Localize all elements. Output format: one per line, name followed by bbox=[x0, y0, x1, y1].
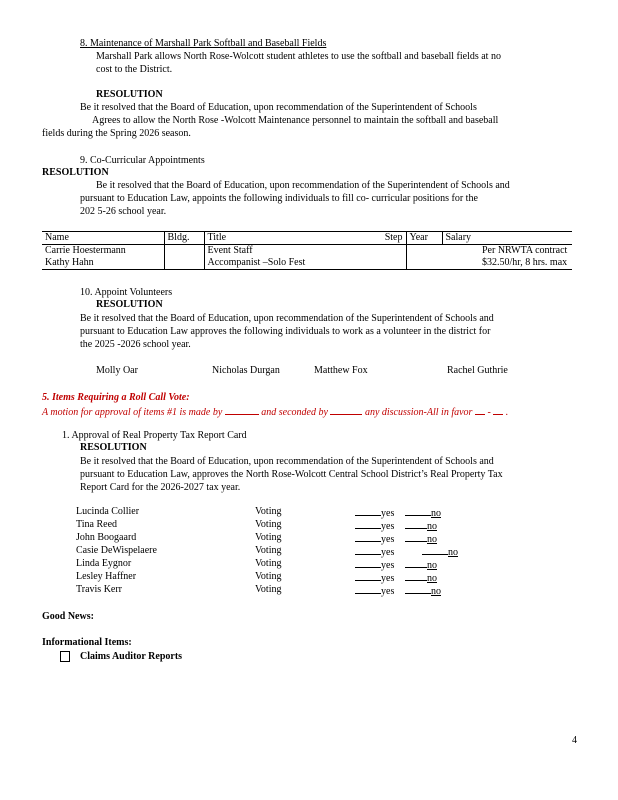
item-8-resolution-1: Be it resolved that the Board of Education, upon recommendation of the Superintendent of Schools bbox=[80, 102, 477, 113]
no-label: no bbox=[427, 534, 437, 545]
member-name: Casie DeWispelaere bbox=[76, 545, 157, 556]
table-header-row bbox=[42, 232, 572, 245]
cell-bldg bbox=[164, 245, 204, 258]
item-9-resolution-1: Be it resolved that the Board of Education, upon recommendation of the Superintendent of Schools and bbox=[96, 180, 510, 191]
item-9-resolution-label: RESOLUTION bbox=[42, 167, 109, 178]
page-number: 4 bbox=[572, 735, 577, 746]
no-label: no bbox=[431, 586, 441, 597]
item-10-resolution-3: the 2025 -2026 school year. bbox=[80, 339, 191, 350]
item-10-heading: 10. Appoint Volunteers bbox=[80, 287, 173, 298]
motion-text-b: and seconded by bbox=[258, 407, 331, 418]
member-name: John Boogaard bbox=[76, 532, 137, 543]
volunteer-name: Molly Oar bbox=[96, 365, 138, 376]
item-8-resolution-label: RESOLUTION bbox=[96, 89, 163, 100]
yes-label: yes bbox=[381, 547, 395, 558]
yes-label: yes bbox=[381, 534, 395, 545]
item-8-text-1: Marshall Park allows North Rose-Wolcott student athletes to use the softball and baseball fields at no bbox=[96, 51, 501, 62]
item-10-resolution-label: RESOLUTION bbox=[96, 299, 163, 310]
cell-bldg bbox=[164, 257, 204, 270]
voting-label: Voting bbox=[255, 558, 282, 569]
motion-text-e: . bbox=[503, 407, 509, 418]
table-row bbox=[42, 245, 572, 258]
mover-blank[interactable] bbox=[225, 404, 259, 415]
motion-line bbox=[42, 404, 508, 419]
item-8-resolution-3: fields during the Spring 2026 season. bbox=[42, 128, 191, 139]
no-label: no bbox=[427, 560, 437, 571]
no-label: no bbox=[431, 508, 441, 519]
vote-no[interactable] bbox=[405, 583, 441, 598]
member-name: Travis Kerr bbox=[76, 584, 123, 595]
good-news-heading: Good News: bbox=[42, 611, 94, 622]
item-9-heading: 9. Co-Curricular Appointments bbox=[80, 155, 205, 166]
yes-label: yes bbox=[381, 560, 395, 571]
no-label: no bbox=[427, 573, 437, 584]
cell-year bbox=[406, 257, 442, 270]
item-8-resolution-2: Agrees to allow the North Rose -Wolcott Maintenance personnel to maintain the softball and baseball bbox=[92, 115, 499, 126]
yes-label: yes bbox=[381, 508, 395, 519]
informational-items-heading: Informational Items: bbox=[42, 637, 132, 648]
col-header-name: Name bbox=[42, 232, 164, 245]
col-header-title: Title bbox=[204, 232, 376, 245]
opposed-blank[interactable] bbox=[493, 404, 503, 415]
item-10-resolution-2: pursuant to Education Law approves the following individuals to work as a volunteer in the district for bbox=[80, 326, 491, 337]
member-name: Lucinda Collier bbox=[76, 506, 140, 517]
vote-yes[interactable] bbox=[355, 583, 394, 598]
cell-title: Event Staff bbox=[204, 245, 376, 258]
checkbox-bullet-icon bbox=[60, 651, 70, 662]
yes-label: yes bbox=[381, 586, 395, 597]
item-1-resolution-1: Be it resolved that the Board of Education, upon recommendation of the Superintendent of Schools and bbox=[80, 456, 494, 467]
cell-name: Kathy Hahn bbox=[42, 257, 164, 270]
cell-title: Accompanist –Solo Fest bbox=[204, 257, 376, 270]
item-9-resolution-3: 202 5-26 school year. bbox=[80, 206, 167, 217]
voting-label: Voting bbox=[255, 519, 282, 530]
voting-label: Voting bbox=[255, 571, 282, 582]
motion-text-c: any discussion-All in favor bbox=[362, 407, 475, 418]
yes-label: yes bbox=[381, 521, 395, 532]
item-1-resolution-3: Report Card for the 2026-2027 tax year. bbox=[80, 482, 241, 493]
item-1-resolution-2: pursuant to Education Law, approves the North Rose-Wolcott Central School District’s Real Property Tax bbox=[80, 469, 503, 480]
volunteer-name: Nicholas Durgan bbox=[212, 365, 280, 376]
table-row bbox=[42, 257, 572, 270]
yes-label: yes bbox=[381, 573, 395, 584]
item-8-heading: 8. Maintenance of Marshall Park Softball and Baseball Fields bbox=[80, 38, 327, 49]
cell-name: Carrie Hoestermann bbox=[45, 245, 126, 256]
member-name: Tina Reed bbox=[76, 519, 118, 530]
voting-label: Voting bbox=[255, 532, 282, 543]
col-header-salary: Salary bbox=[442, 232, 572, 245]
voting-label: Voting bbox=[255, 506, 282, 517]
item-10-resolution-1: Be it resolved that the Board of Education, upon recommendation of the Superintendent of Schools and bbox=[80, 313, 494, 324]
cell-step bbox=[376, 257, 406, 270]
col-header-year: Year bbox=[406, 232, 442, 245]
no-label: no bbox=[448, 547, 458, 558]
item-1-heading: 1. Approval of Real Property Tax Report Card bbox=[62, 430, 247, 441]
seconder-blank[interactable] bbox=[330, 404, 362, 415]
in-favor-blank[interactable] bbox=[475, 404, 485, 415]
voting-label: Voting bbox=[255, 545, 282, 556]
volunteer-name: Rachel Guthrie bbox=[447, 365, 508, 376]
col-header-bldg: Bldg. bbox=[164, 232, 204, 245]
section-5-heading: 5. Items Requiring a Roll Call Vote: bbox=[42, 392, 190, 403]
volunteer-name: Matthew Fox bbox=[314, 365, 368, 376]
member-name: Lesley Haffner bbox=[76, 571, 137, 582]
voting-label: Voting bbox=[255, 584, 282, 595]
member-name: Linda Eygnor bbox=[76, 558, 132, 569]
informational-item bbox=[60, 650, 182, 663]
cell-salary: $32.50/hr, 8 hrs. max bbox=[442, 257, 572, 270]
motion-text-d: - bbox=[484, 407, 494, 418]
item-9-resolution-2: pursuant to Education Law, appoints the following individuals to fill co- curricular positions for the bbox=[80, 193, 478, 204]
cell-salary: Per NRWTA contract bbox=[482, 245, 568, 256]
cell-step bbox=[376, 245, 406, 258]
positions-table bbox=[42, 231, 572, 270]
col-header-step: Step bbox=[376, 232, 406, 245]
item-1-resolution-label: RESOLUTION bbox=[80, 442, 147, 453]
motion-text-a: A motion for approval of items #1 is made by bbox=[42, 407, 225, 418]
informational-item-label: Claims Auditor Reports bbox=[80, 651, 183, 662]
no-label: no bbox=[427, 521, 437, 532]
cell-year bbox=[406, 245, 442, 258]
item-8-text-2: cost to the District. bbox=[96, 64, 173, 75]
